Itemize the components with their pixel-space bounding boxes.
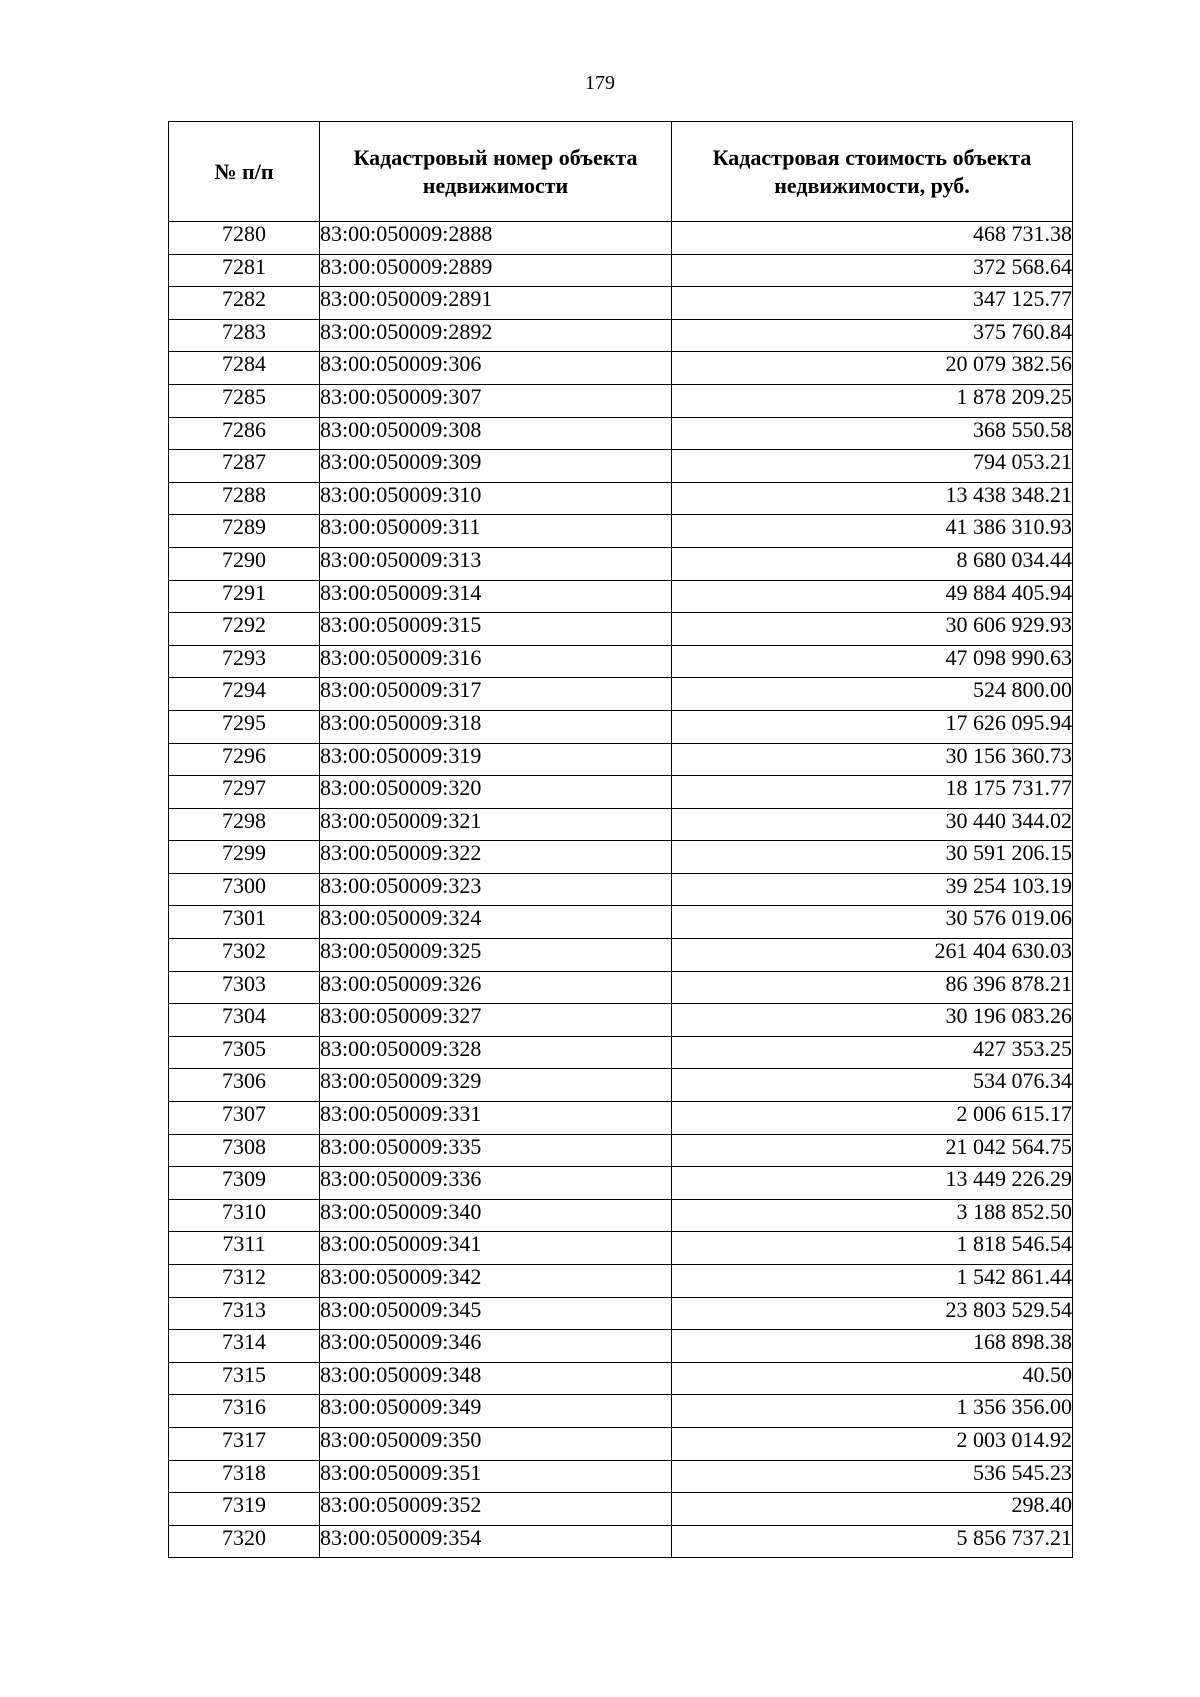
header-cadastral-number: Кадастровый номер объекта недвижимости <box>320 122 672 222</box>
table-row <box>169 1036 1073 1069</box>
cadastral-value: 534 076.34 <box>672 1069 1073 1102</box>
cadastral-number: 83:00:050009:352 <box>320 1493 672 1526</box>
cadastral-value: 372 568.64 <box>672 254 1073 287</box>
cadastral-value: 3 188 852.50 <box>672 1199 1073 1232</box>
cadastral-number: 83:00:050009:320 <box>320 776 672 809</box>
row-number: 7293 <box>169 645 320 678</box>
header-num: № п/п <box>169 122 320 222</box>
cadastral-number: 83:00:050009:317 <box>320 678 672 711</box>
cadastral-number: 83:00:050009:2892 <box>320 319 672 352</box>
cadastral-value: 39 254 103.19 <box>672 873 1073 906</box>
cadastral-number: 83:00:050009:327 <box>320 1004 672 1037</box>
table-row <box>169 417 1073 450</box>
cadastral-value: 427 353.25 <box>672 1036 1073 1069</box>
row-number: 7310 <box>169 1199 320 1232</box>
cadastral-value: 298.40 <box>672 1493 1073 1526</box>
page-number: 179 <box>585 72 615 94</box>
cadastral-value: 18 175 731.77 <box>672 776 1073 809</box>
cadastral-number: 83:00:050009:354 <box>320 1525 672 1558</box>
row-number: 7287 <box>169 450 320 483</box>
cadastral-value: 20 079 382.56 <box>672 352 1073 385</box>
cadastral-value: 536 545.23 <box>672 1460 1073 1493</box>
table-row <box>169 808 1073 841</box>
table-row <box>169 1069 1073 1102</box>
row-number: 7316 <box>169 1395 320 1428</box>
row-number: 7306 <box>169 1069 320 1102</box>
row-number: 7280 <box>169 222 320 255</box>
table-row <box>169 580 1073 613</box>
table-row <box>169 287 1073 320</box>
row-number: 7311 <box>169 1232 320 1265</box>
table-row <box>169 1395 1073 1428</box>
row-number: 7318 <box>169 1460 320 1493</box>
row-number: 7302 <box>169 939 320 972</box>
cadastral-number: 83:00:050009:319 <box>320 743 672 776</box>
cadastral-value: 47 098 990.63 <box>672 645 1073 678</box>
cadastral-value: 1 542 861.44 <box>672 1265 1073 1298</box>
row-number: 7290 <box>169 547 320 580</box>
table-row <box>169 1265 1073 1298</box>
row-number: 7281 <box>169 254 320 287</box>
row-number: 7283 <box>169 319 320 352</box>
table-row <box>169 384 1073 417</box>
table-row <box>169 1102 1073 1135</box>
cadastral-number: 83:00:050009:307 <box>320 384 672 417</box>
table-row <box>169 841 1073 874</box>
cadastral-number: 83:00:050009:321 <box>320 808 672 841</box>
row-number: 7297 <box>169 776 320 809</box>
row-number: 7313 <box>169 1297 320 1330</box>
table-row <box>169 776 1073 809</box>
cadastral-number: 83:00:050009:314 <box>320 580 672 613</box>
cadastral-number: 83:00:050009:313 <box>320 547 672 580</box>
table-row <box>169 971 1073 1004</box>
table-row <box>169 939 1073 972</box>
row-number: 7315 <box>169 1362 320 1395</box>
row-number: 7307 <box>169 1102 320 1135</box>
cadastral-number: 83:00:050009:348 <box>320 1362 672 1395</box>
table-row <box>169 873 1073 906</box>
cadastral-value: 8 680 034.44 <box>672 547 1073 580</box>
table-row <box>169 1362 1073 1395</box>
cadastral-value: 41 386 310.93 <box>672 515 1073 548</box>
cadastral-number: 83:00:050009:336 <box>320 1167 672 1200</box>
row-number: 7288 <box>169 482 320 515</box>
cadastral-value: 30 606 929.93 <box>672 613 1073 646</box>
cadastral-value: 468 731.38 <box>672 222 1073 255</box>
row-number: 7294 <box>169 678 320 711</box>
cadastral-number: 83:00:050009:318 <box>320 710 672 743</box>
cadastral-number: 83:00:050009:306 <box>320 352 672 385</box>
table-row <box>169 1232 1073 1265</box>
table-row <box>169 743 1073 776</box>
table-row <box>169 450 1073 483</box>
cadastral-number: 83:00:050009:2891 <box>320 287 672 320</box>
cadastral-number: 83:00:050009:326 <box>320 971 672 1004</box>
cadastral-number: 83:00:050009:323 <box>320 873 672 906</box>
cadastral-number: 83:00:050009:340 <box>320 1199 672 1232</box>
cadastral-number: 83:00:050009:351 <box>320 1460 672 1493</box>
row-number: 7317 <box>169 1427 320 1460</box>
table-row <box>169 1167 1073 1200</box>
cadastral-value: 524 800.00 <box>672 678 1073 711</box>
table-row <box>169 1493 1073 1526</box>
cadastral-value: 40.50 <box>672 1362 1073 1395</box>
table-header-row <box>169 122 1073 222</box>
table-row <box>169 1427 1073 1460</box>
cadastral-number: 83:00:050009:308 <box>320 417 672 450</box>
row-number: 7284 <box>169 352 320 385</box>
cadastral-number: 83:00:050009:309 <box>320 450 672 483</box>
row-number: 7295 <box>169 710 320 743</box>
table-row <box>169 352 1073 385</box>
row-number: 7298 <box>169 808 320 841</box>
table-row <box>169 1330 1073 1363</box>
cadastral-value: 347 125.77 <box>672 287 1073 320</box>
table-row <box>169 547 1073 580</box>
cadastral-value: 17 626 095.94 <box>672 710 1073 743</box>
cadastral-value: 375 760.84 <box>672 319 1073 352</box>
cadastral-number: 83:00:050009:310 <box>320 482 672 515</box>
cadastral-number: 83:00:050009:346 <box>320 1330 672 1363</box>
cadastral-number: 83:00:050009:341 <box>320 1232 672 1265</box>
cadastral-value: 23 803 529.54 <box>672 1297 1073 1330</box>
table-row <box>169 319 1073 352</box>
row-number: 7304 <box>169 1004 320 1037</box>
cadastral-number: 83:00:050009:342 <box>320 1265 672 1298</box>
cadastral-value: 30 440 344.02 <box>672 808 1073 841</box>
cadastral-value: 13 438 348.21 <box>672 482 1073 515</box>
table-row <box>169 1460 1073 1493</box>
row-number: 7312 <box>169 1265 320 1298</box>
row-number: 7292 <box>169 613 320 646</box>
row-number: 7289 <box>169 515 320 548</box>
cadastral-value: 86 396 878.21 <box>672 971 1073 1004</box>
cadastral-value: 30 156 360.73 <box>672 743 1073 776</box>
cadastral-value: 368 550.58 <box>672 417 1073 450</box>
row-number: 7296 <box>169 743 320 776</box>
cadastral-number: 83:00:050009:316 <box>320 645 672 678</box>
row-number: 7285 <box>169 384 320 417</box>
row-number: 7320 <box>169 1525 320 1558</box>
cadastral-number: 83:00:050009:329 <box>320 1069 672 1102</box>
cadastral-value: 30 576 019.06 <box>672 906 1073 939</box>
cadastral-value: 30 591 206.15 <box>672 841 1073 874</box>
table-row <box>169 710 1073 743</box>
cadastral-value: 1 818 546.54 <box>672 1232 1073 1265</box>
cadastral-number: 83:00:050009:2888 <box>320 222 672 255</box>
cadastral-value: 2 006 615.17 <box>672 1102 1073 1135</box>
cadastral-number: 83:00:050009:328 <box>320 1036 672 1069</box>
row-number: 7291 <box>169 580 320 613</box>
table-row <box>169 645 1073 678</box>
cadastral-value: 168 898.38 <box>672 1330 1073 1363</box>
row-number: 7303 <box>169 971 320 1004</box>
table-row <box>169 1525 1073 1558</box>
cadastral-value: 1 356 356.00 <box>672 1395 1073 1428</box>
table-row <box>169 222 1073 255</box>
cadastral-number: 83:00:050009:324 <box>320 906 672 939</box>
header-cadastral-value: Кадастровая стоимость объекта недвижимости, руб. <box>672 122 1073 222</box>
table-row <box>169 678 1073 711</box>
cadastral-number: 83:00:050009:311 <box>320 515 672 548</box>
table-row <box>169 515 1073 548</box>
cadastral-value-table <box>168 121 1073 1558</box>
cadastral-value: 1 878 209.25 <box>672 384 1073 417</box>
cadastral-number: 83:00:050009:325 <box>320 939 672 972</box>
cadastral-number: 83:00:050009:345 <box>320 1297 672 1330</box>
cadastral-value: 794 053.21 <box>672 450 1073 483</box>
cadastral-value: 2 003 014.92 <box>672 1427 1073 1460</box>
row-number: 7309 <box>169 1167 320 1200</box>
table-row <box>169 1199 1073 1232</box>
table-row <box>169 1134 1073 1167</box>
row-number: 7305 <box>169 1036 320 1069</box>
cadastral-number: 83:00:050009:349 <box>320 1395 672 1428</box>
row-number: 7319 <box>169 1493 320 1526</box>
cadastral-value: 13 449 226.29 <box>672 1167 1073 1200</box>
cadastral-value: 30 196 083.26 <box>672 1004 1073 1037</box>
row-number: 7282 <box>169 287 320 320</box>
table-row <box>169 613 1073 646</box>
cadastral-number: 83:00:050009:322 <box>320 841 672 874</box>
cadastral-number: 83:00:050009:315 <box>320 613 672 646</box>
cadastral-value: 261 404 630.03 <box>672 939 1073 972</box>
cadastral-number: 83:00:050009:2889 <box>320 254 672 287</box>
cadastral-value: 21 042 564.75 <box>672 1134 1073 1167</box>
row-number: 7286 <box>169 417 320 450</box>
cadastral-value: 49 884 405.94 <box>672 580 1073 613</box>
table-row <box>169 1297 1073 1330</box>
cadastral-number: 83:00:050009:331 <box>320 1102 672 1135</box>
row-number: 7308 <box>169 1134 320 1167</box>
table-body <box>169 222 1073 1558</box>
table-row <box>169 482 1073 515</box>
table-row <box>169 254 1073 287</box>
row-number: 7314 <box>169 1330 320 1363</box>
row-number: 7301 <box>169 906 320 939</box>
row-number: 7299 <box>169 841 320 874</box>
row-number: 7300 <box>169 873 320 906</box>
cadastral-value: 5 856 737.21 <box>672 1525 1073 1558</box>
cadastral-number: 83:00:050009:335 <box>320 1134 672 1167</box>
table-row <box>169 906 1073 939</box>
cadastral-number: 83:00:050009:350 <box>320 1427 672 1460</box>
table-row <box>169 1004 1073 1037</box>
